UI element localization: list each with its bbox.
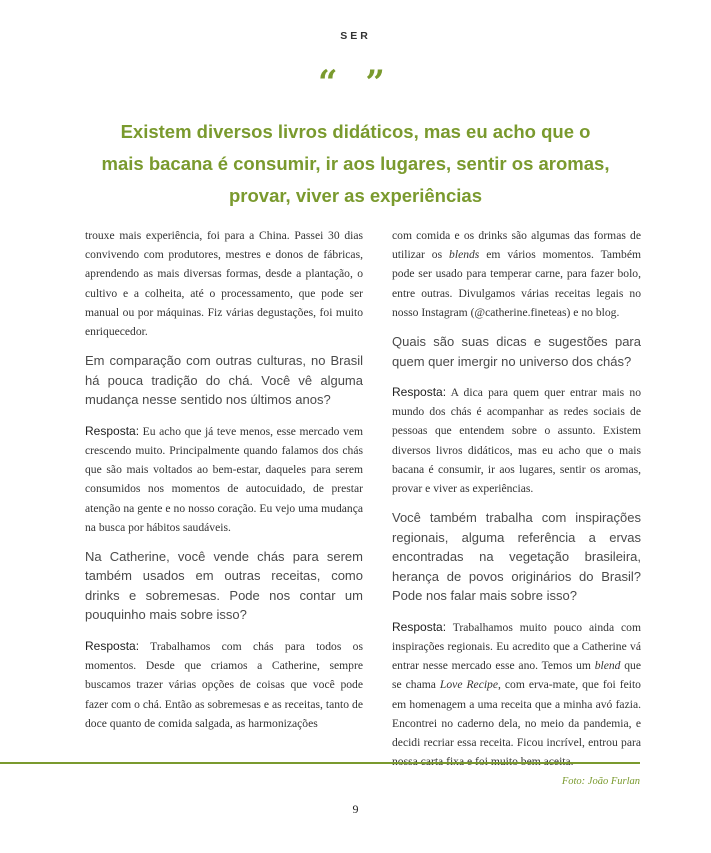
answer-text: Trabalhamos com chás para todos os momentos. Desde que criamos a Catherine, sempre buscamos trazer várias opções de coisas que você pode fazer com o chá. Então as sobremesas e as receitas, tanto de doce quanto de comida salgada, as harmonizações — [85, 639, 363, 730]
pull-quote: Existem diversos livros didáticos, mas eu acho que o mais bacana é consumir, ir aos lugares, sentir os aromas, provar, viver as experiências — [101, 121, 610, 206]
right-column — [392, 226, 641, 771]
footer-divider — [0, 762, 640, 764]
interview-answer — [85, 422, 363, 537]
answer-text: A dica para quem quer entrar mais no mundo dos chás é acompanhar as redes sociais de pessoas que entendem sobre o assunto. Existem diversos livros didáticos, mas eu acho que o mais bacana é consumir, ir aos lugares, sentir os aromas, provar e viver as experiências. — [392, 386, 641, 496]
text-run: com comida e os drinks são algumas das formas de utilizar os — [392, 229, 641, 262]
interview-answer — [392, 618, 641, 772]
quotation-marks-icon: “ ” — [318, 63, 393, 103]
interview-question: Na Catherine, você vende chás para serem também usados em outras receitas, como drinks e sobremesas. Pode nos contar um pouquinho mais sobre isso? — [85, 548, 363, 623]
page-number: 9 — [352, 802, 359, 816]
interview-question: Em comparação com outras culturas, no Brasil há pouca tradição do chá. Você vê alguma mudança nesse sentido nos últimos anos? — [85, 353, 363, 408]
text-run: , com erva-mate, que foi feito em homenagem a uma receita que a minha avó fazia. Encontrei no caderno dela, no meio da pandemia, e decidi recriar essa receita. Ficou incrível, entrou para — [392, 678, 641, 749]
text-run: em vários momentos. Também pode ser usado para temperar carne, para fazer bolo, entre outras. Divulgamos várias receitas legais no nosso Instagram (@catherine.fineteas) e no blog. — [392, 248, 641, 319]
body-paragraph: trouxe mais experiência, foi para a China. Passei 30 dias convivendo com produtores, mestres e donos de fábricas, aprendendo as mais diversas formas, desde a plantação, o cultivo e a colheita, até o processamento, que pode ser manual ou por máquinas. Fiz várias degustações, foi muito enriquecedor. — [85, 229, 363, 339]
text-run-italic: blends — [449, 248, 480, 262]
answer-label: Resposta: — [85, 423, 140, 438]
text-run: que se chama — [392, 659, 641, 692]
interview-answer — [392, 383, 641, 498]
answer-label: Resposta: — [392, 619, 447, 634]
text-run-italic: blend — [594, 659, 621, 673]
body-paragraph — [392, 226, 641, 322]
answer-text: Trabalhamos muito pouco ainda com inspirações regionais. Eu acredito que a Catherine vá entrar nesse mercado esse ano. Temos um — [392, 620, 641, 673]
text-run-italic: Love Recipe — [439, 678, 498, 692]
left-column — [85, 226, 363, 733]
answer-text: Eu acho que já teve menos, esse mercado vem crescendo muito. Principalmente quando falamos dos chás que são mais voltados ao bem-estar, daqueles para serem consumidos nos momentos de autocuidado, de prestar atenção na gente e no nosso coração. Eu vejo uma mudança na busca por hábitos saudáveis. — [85, 424, 363, 534]
interview-question: Você também trabalha com inspirações regionais, alguma referência a ervas encontradas na vegetação brasileira, herança de povos originários do Brasil? Pode nos falar mais sobre isso? — [392, 510, 641, 604]
answer-label: Resposta: — [85, 638, 140, 653]
photo-credit: Foto: João Furlan — [561, 776, 640, 787]
interview-answer — [85, 637, 363, 733]
section-label: SER — [340, 30, 371, 42]
answer-label: Resposta: — [392, 385, 447, 400]
interview-question: Quais são suas dicas e sugestões para quem quer imergir no universo dos chás? — [392, 334, 641, 369]
